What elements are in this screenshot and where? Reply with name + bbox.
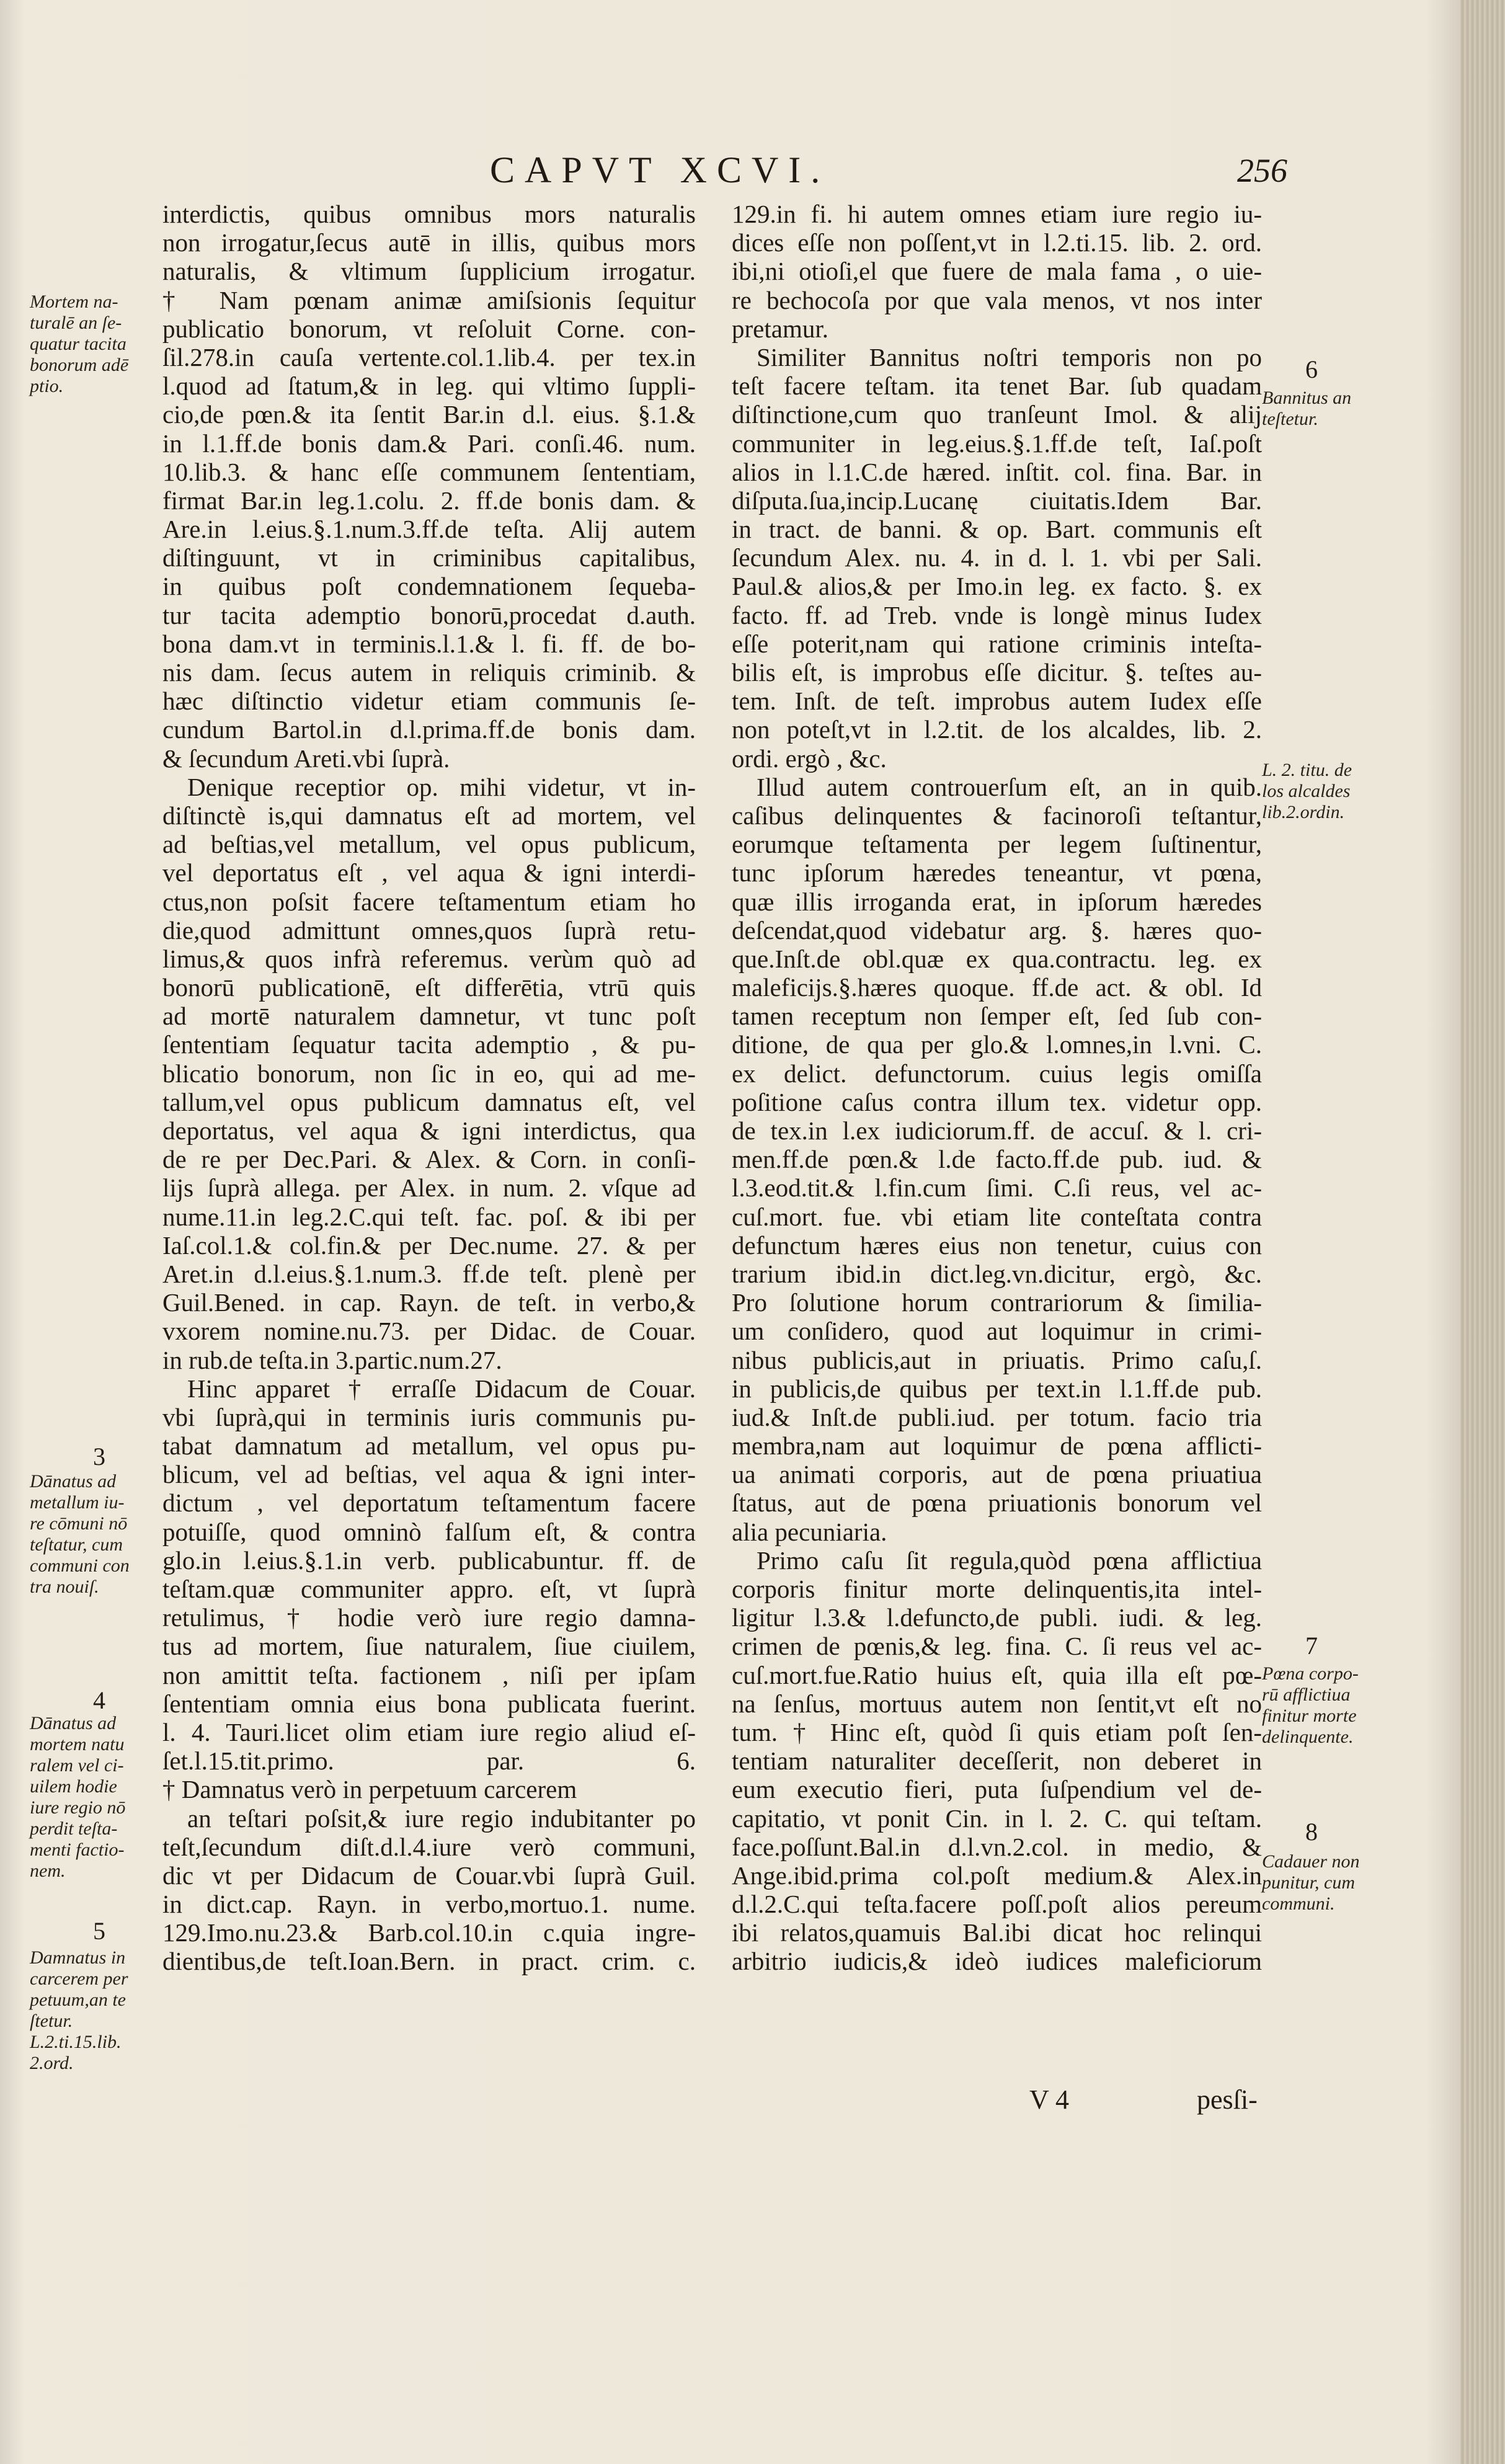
text-line: an teſtari poſsit,& iure regio indubitanter po: [187, 1804, 696, 1833]
text-line: publicatio bonorum, vt reſoluit Corne. con-: [162, 314, 696, 343]
text-line: deportatus, vel aqua & igni interdictus, qua: [162, 1116, 696, 1145]
text-line: ditione, de qua per glo.& l.omnes,in l.vni. C.: [732, 1030, 1262, 1059]
gloss-line: communi con: [30, 1555, 130, 1576]
text-line: ctus,non poſsit facere teſtamentum etiam ho: [162, 887, 696, 916]
text-line: deſcendat,quod videbatur arg. §. hæres quo-: [732, 915, 1262, 945]
gloss-line: L. 2. titu. de: [1262, 760, 1352, 780]
text-line: dictum , vel deportatum teſtamentum facere: [162, 1488, 696, 1518]
gloss-line: iure regio nō: [30, 1797, 126, 1818]
text-line: nis dam. ſecus autem in reliquis criminib. &: [162, 658, 696, 687]
gloss-line: tra nouiſ.: [30, 1577, 99, 1597]
text-line: glo.in l.eius.§.1.in verb. publicabuntur. ff. de: [162, 1546, 696, 1575]
text-line: dices eſſe non poſſent,vt in l.2.ti.15. lib. 2. ord.: [732, 228, 1262, 257]
text-line: face.poſſunt.Bal.in d.l.vn.2.col. in medio, &: [732, 1832, 1262, 1861]
text-line: diſtinctè is,qui damnatus eſt ad mortem, vel: [162, 801, 696, 830]
text-line: & ſecundum Areti.vbi ſuprà.: [162, 744, 450, 773]
text-line: Denique receptior op. mihi videtur, vt in-: [187, 772, 696, 801]
text-line: potuiſſe, quod omninò falſum eſt, & contra: [162, 1517, 696, 1546]
text-line: in publicis,de quibus per text.in l.1.ff.de pub.: [732, 1374, 1262, 1403]
text-line: 129.Imo.nu.23.& Barb.col.10.in c.quia ingre-: [162, 1918, 696, 1947]
gloss-line: Bannitus an: [1262, 388, 1352, 408]
text-line: d.l.2.C.qui teſta.facere poſſ.poſt alios pereum: [732, 1890, 1262, 1919]
text-line: in quibus poſt condemnationem ſequeba-: [162, 572, 696, 601]
text-line: tem. Inſt. de teſt. improbus autem Iudex eſſe: [732, 687, 1262, 716]
text-line: 10.lib.3. & hanc eſſe communem ſententiam,: [162, 457, 696, 486]
text-line: teſtam.quæ communiter appro. eſt, vt ſuprà: [162, 1575, 696, 1603]
text-line: poſitione caſus contra illum tex. videtur opp.: [732, 1087, 1262, 1116]
text-line: teſt facere teſtam. ita tenet Bar. ſub quadam: [732, 371, 1262, 401]
signature-mark: V 4: [1029, 2084, 1069, 2115]
text-line: in tract. de banni. & op. Bart. communis eſt: [732, 515, 1262, 544]
right-margin-note-6: [1262, 388, 1351, 430]
gloss-line: teſtatur, cum: [30, 1534, 123, 1555]
text-line: um conſidero, quod aut loquimur in crimi-: [732, 1317, 1262, 1346]
text-line: ſet.l.15.tit.primo. par. 6.: [162, 1746, 696, 1776]
text-line: ad beſtias,vel metallum, vel opus publicum,: [162, 830, 696, 859]
right-text-column: [732, 200, 1262, 1976]
gloss-number-4: 4: [93, 1686, 105, 1714]
text-line: cio,de pœn.& ita ſentit Bar.in d.l. eius. §.1.&: [162, 400, 696, 429]
right-margin-note-alcaldes: [1262, 760, 1352, 823]
text-line: retulimus, † hodie verò iure regio damna-: [162, 1603, 696, 1632]
text-line: Primo caſu ſit regula,quòd pœna afflictiua: [757, 1546, 1262, 1575]
text-line: diſtinctione,cum quo tranſeunt Imol. & alij: [732, 400, 1262, 429]
text-line: na ſenſus, mortuus autem non ſentit,vt eſt no: [732, 1689, 1262, 1718]
text-line: firmat Bar.in leg.1.colu. 2. ff.de bonis dam. &: [162, 486, 696, 515]
gloss-number-6: 6: [1305, 355, 1318, 383]
gloss-line: delinquente.: [1262, 1727, 1354, 1747]
text-line: tur tacita ademptio bonorū,procedat d.auth.: [162, 600, 696, 629]
left-margin-note-5: [30, 1947, 128, 2074]
text-line: tus ad mortem, ſiue naturalem, ſiue ciuilem,: [162, 1632, 696, 1661]
text-line: l.quod ad ſtatum,& in leg. qui vltimo ſuppli-: [162, 371, 696, 401]
gloss-line: teſtetur.: [1262, 409, 1318, 429]
gloss-line: mortem natu: [30, 1734, 125, 1755]
text-line: tum. † Hinc eſt, quòd ſi quis etiam poſt ſen-: [732, 1717, 1262, 1746]
text-line: interdictis, quibus omnibus mors naturalis: [162, 200, 696, 228]
text-line: arbitrio iudicis,& ideò iudices maleficiorum: [732, 1947, 1262, 1976]
text-line: Aret.in d.l.eius.§.1.num.3. ff.de teſt. plenè per: [162, 1259, 696, 1288]
text-line: non amittit teſta. factionem , niſi per ipſam: [162, 1660, 696, 1689]
text-line: ſil.278.in cauſa vertente.col.1.lib.4. per tex.in: [162, 342, 696, 371]
text-line: bonorū publicationē, eſt differētia, vtrū quis: [162, 973, 696, 1002]
text-line: naturalis, & vltimum ſupplicium irrogatur.: [162, 257, 696, 286]
left-margin-note-1: [30, 291, 128, 397]
text-line: ſententiam ſequatur tacita ademptio , & pu-: [162, 1030, 696, 1059]
text-line: ibi,ni otioſi,el que fuere de mala fama , o uie-: [732, 257, 1262, 286]
text-line: dientibus,de teſt.Ioan.Bern. in pract. crim. c.: [162, 1947, 696, 1976]
text-line: limus,& quos infrà referemus. verùm quò ad: [162, 944, 696, 973]
text-line: ordi. ergò , &c.: [732, 744, 887, 773]
text-line: bona dam.vt in terminis.l.1.& l. fi. ff. de bo-: [162, 629, 696, 658]
gloss-line: ſtetur.: [30, 2011, 73, 2031]
text-line: teſt,ſecundum diſt.d.l.4.iure verò communi,: [162, 1832, 696, 1861]
text-line: Similiter Bannitus noſtri temporis non po: [757, 342, 1262, 371]
text-line: que.Inſt.de obl.quæ ex qua.contractu. leg. ex: [732, 944, 1262, 973]
text-line: membra,nam aut loquimur de pœna afflicti-: [732, 1431, 1262, 1461]
gloss-line: perdit teſta-: [30, 1818, 118, 1839]
text-line: crimen de pœnis,& leg. fina. C. ſi reus vel ac-: [732, 1632, 1262, 1661]
gloss-line: lib.2.ordin.: [1262, 802, 1345, 822]
gloss-line: nem.: [30, 1861, 66, 1881]
text-line: facto. ff. ad Treb. vnde is longè minus Iudex: [732, 600, 1262, 629]
gloss-line: communi.: [1262, 1893, 1335, 1914]
text-line: non poteſt,vt in l.2.tit. de los alcaldes, lib. 2.: [732, 715, 1262, 744]
text-line: vxorem nomine.nu.73. per Didac. de Couar.: [162, 1317, 696, 1346]
gloss-line: bonorum adē: [30, 355, 129, 375]
text-line: re bechocoſa por que vala menos, vt nos inter: [732, 285, 1262, 314]
running-title: CAPVT XCVI.: [490, 149, 830, 190]
gloss-line: ptio.: [30, 376, 64, 396]
text-line: ua animati corporis, aut de pœna priuatiua: [732, 1460, 1262, 1489]
text-line: Ange.ibid.prima col.poſt medium.& Alex.in: [732, 1861, 1262, 1890]
left-text-column: [162, 200, 696, 1976]
text-line: blicatio bonorum, non ſic in eo, qui ad me-: [162, 1059, 696, 1088]
text-line: 129.in fi. hi autem omnes etiam iure regio iu-: [732, 200, 1262, 228]
gloss-line: turalē an ſe-: [30, 313, 122, 333]
gloss-line: los alcaldes: [1262, 781, 1351, 801]
text-line: Hinc apparet † erraſſe Didacum de Couar.: [187, 1374, 696, 1403]
gloss-line: finitur morte: [1262, 1706, 1357, 1726]
catchword: pesſi-: [1197, 2084, 1258, 2115]
text-line: vbi ſuprà,qui in terminis iuris communis pu-: [162, 1402, 696, 1431]
left-margin-note-4: [30, 1713, 125, 1882]
text-line: nibus publicis,aut in priuatis. Primo caſu,ſ.: [732, 1345, 1262, 1374]
text-line: Paul.& alios,& per Imo.in leg. ex facto. §. ex: [732, 572, 1262, 601]
text-line: Pro ſolutione horum contrariorum & ſimilia-: [732, 1288, 1262, 1317]
text-line: communiter in leg.eius.§.1.ff.de teſt, Iaſ.poſt: [732, 429, 1262, 458]
text-line: corporis finitur morte delinquentis,ita intel-: [732, 1575, 1262, 1603]
text-line: cuſ.mort. fue. vbi etiam lite conteſtata contra: [732, 1202, 1262, 1231]
text-line: ligitur l.3.& l.defuncto,de publi. iudi. & leg.: [732, 1603, 1262, 1632]
text-line: hæc diſtinctio videtur etiam communis ſe-: [162, 687, 696, 716]
text-line: tallum,vel opus publicum damnatus eſt, vel: [162, 1087, 696, 1116]
text-line: in l.1.ff.de bonis dam.& Pari. conſi.46. num.: [162, 429, 696, 458]
gloss-line: Pœna corpo-: [1262, 1663, 1359, 1684]
gloss-line: carcerem per: [30, 1968, 128, 1989]
text-line: Iaſ.col.1.& col.fin.& per Dec.nume. 27. & per: [162, 1230, 696, 1260]
text-line: in rub.de teſta.in 3.partic.num.27.: [162, 1345, 502, 1374]
text-line: nume.11.in leg.2.C.qui teſt. fac. poſ. & ibi per: [162, 1202, 696, 1231]
text-line: blicum, vel ad beſtias, vel aqua & igni inter-: [162, 1460, 696, 1489]
text-line: † Nam pœnam animæ amiſsionis ſequitur: [162, 285, 696, 314]
text-line: cundum Bartol.in d.l.prima.ff.de bonis dam.: [162, 715, 696, 744]
text-line: in dict.cap. Rayn. in verbo,mortuo.1. nume.: [162, 1890, 696, 1919]
gloss-line: L.2.ti.15.lib.: [30, 2032, 122, 2052]
text-line: ſtatus, aut de pœna priuationis bonorum vel: [732, 1488, 1262, 1518]
text-line: tabat damnatum ad metallum, vel opus pu-: [162, 1431, 696, 1461]
gloss-line: menti factio-: [30, 1839, 125, 1860]
text-line: eſſe poterit,nam qui ratione criminis inteſta-: [732, 629, 1262, 658]
text-line: ſententiam omnia eius bona publicata fuerint.: [162, 1689, 696, 1718]
text-line: capitatio, vt ponit Cin. in l. 2. C. qui teſtam.: [732, 1804, 1262, 1833]
left-margin-note-3: [30, 1471, 130, 1598]
text-line: diſputa.ſua,incip.Lucanę ciuitatis.Idem Bar.: [732, 486, 1262, 515]
text-line: eum executio fieri, puta ſuſpendium vel de-: [732, 1775, 1262, 1804]
gloss-line: metallum iu-: [30, 1492, 125, 1513]
gloss-line: petuum,an te: [30, 1990, 126, 2010]
text-line: tentiam naturaliter deceſſerit, non deberet in: [732, 1746, 1262, 1776]
text-line: de re per Dec.Pari. & Alex. & Corn. in conſi-: [162, 1145, 696, 1174]
gloss-line: rū afflictiua: [1262, 1684, 1351, 1705]
text-line: vel deportatus eſt , vel aqua & igni interdi-: [162, 858, 696, 887]
text-line: tamen receptum non ſemper eſt, ſed ſub con-: [732, 1002, 1262, 1031]
gloss-number-5: 5: [93, 1917, 105, 1945]
gloss-line: ralem vel ci-: [30, 1755, 124, 1776]
text-line: ad mortē naturalem damnetur, vt tunc poſt: [162, 1002, 696, 1031]
text-line: die,quod admittunt omnes,quos ſuprà retu-: [162, 915, 696, 945]
text-line: de tex.in l.ex iudiciorum.ff. de accuſ. & l. cri-: [732, 1116, 1262, 1145]
gloss-line: Mortem na-: [30, 291, 118, 312]
gloss-line: Cadauer non: [1262, 1851, 1360, 1872]
gloss-line: uilem hodie: [30, 1776, 117, 1797]
right-margin-note-8: [1262, 1851, 1360, 1915]
page-edge: [1460, 0, 1505, 2464]
text-line: quæ illis irroganda erat, in ipſorum hæredes: [732, 887, 1262, 916]
text-line: † Damnatus verò in perpetuum carcerem: [162, 1775, 577, 1804]
text-line: caſibus delinquentes & facinoroſi teſtantur,: [732, 801, 1262, 830]
gloss-number-7: 7: [1305, 1632, 1318, 1660]
text-line: ex delict. defunctorum. cuius legis omiſſa: [732, 1059, 1262, 1088]
text-line: alios in l.1.C.de hæred. inſtit. col. fina. Bar. in: [732, 457, 1262, 486]
folio-number: 256: [1237, 152, 1287, 189]
text-line: ibi relatos,quamuis Bal.ibi dicat hoc relinqui: [732, 1918, 1262, 1947]
text-line: dic vt per Didacum de Couar.vbi ſuprà Guil.: [162, 1861, 696, 1890]
gloss-line: 2.ord.: [30, 2053, 74, 2073]
text-line: men.ff.de pœn.& l.de facto.ff.de pub. iud. &: [732, 1145, 1262, 1174]
text-line: bilis eſt, is improbus eſſe dicitur. §. teſtes au-: [732, 658, 1262, 687]
text-line: maleficijs.§.hæres quoque. ff.de act. & obl. Id: [732, 973, 1262, 1002]
gloss-line: re cōmuni nō: [30, 1513, 128, 1534]
text-line: alia pecuniaria.: [732, 1517, 887, 1546]
gloss-line: punitur, cum: [1262, 1872, 1355, 1893]
text-line: ſecundum Alex. nu. 4. in d. l. 1. vbi per Sali.: [732, 543, 1262, 572]
gloss-number-8: 8: [1305, 1818, 1318, 1846]
gloss-line: Dānatus ad: [30, 1713, 117, 1733]
gloss-line: Damnatus in: [30, 1947, 126, 1968]
text-line: l. 4. Tauri.licet olim etiam iure regio aliud eſ-: [162, 1717, 696, 1746]
text-line: non irrogatur,ſecus autē in illis, quibus mors: [162, 228, 696, 257]
text-line: eorumque teſtamenta per legem ſuſtinentur,: [732, 830, 1262, 859]
text-line: tunc ipſorum hæredes teneantur, vt pœna,: [732, 858, 1262, 887]
text-line: Guil.Bened. in cap. Rayn. de teſt. in verbo,&: [162, 1288, 696, 1317]
text-line: Illud autem controuerſum eſt, an in quib.: [757, 772, 1262, 801]
right-margin-note-7: [1262, 1663, 1359, 1748]
text-line: trarium ibid.in dict.leg.vn.dicitur, ergò, &c.: [732, 1259, 1262, 1288]
text-line: iud.& Inſt.de publi.iud. per totum. facio tria: [732, 1402, 1262, 1431]
text-line: Are.in l.eius.§.1.num.3.ff.de teſta. Alij autem: [162, 515, 696, 544]
text-line: l.3.eod.tit.& l.fin.cum ſimi. C.ſi reus, vel ac-: [732, 1173, 1262, 1203]
text-line: diſtinguunt, vt in criminibus capitalibus,: [162, 543, 696, 572]
gloss-line: Dānatus ad: [30, 1471, 117, 1492]
gloss-line: quatur tacita: [30, 334, 127, 354]
text-line: pretamur.: [732, 314, 828, 343]
gloss-number-3: 3: [93, 1443, 105, 1470]
running-head: [0, 149, 1505, 205]
text-line: lijs ſuprà allega. per Alex. in num. 2. vſque ad: [162, 1173, 696, 1203]
text-line: defunctum hæres eius non tenetur, cuius con: [732, 1230, 1262, 1260]
text-line: cuſ.mort.fue.Ratio huius eſt, quia illa eſt pœ-: [732, 1660, 1262, 1689]
